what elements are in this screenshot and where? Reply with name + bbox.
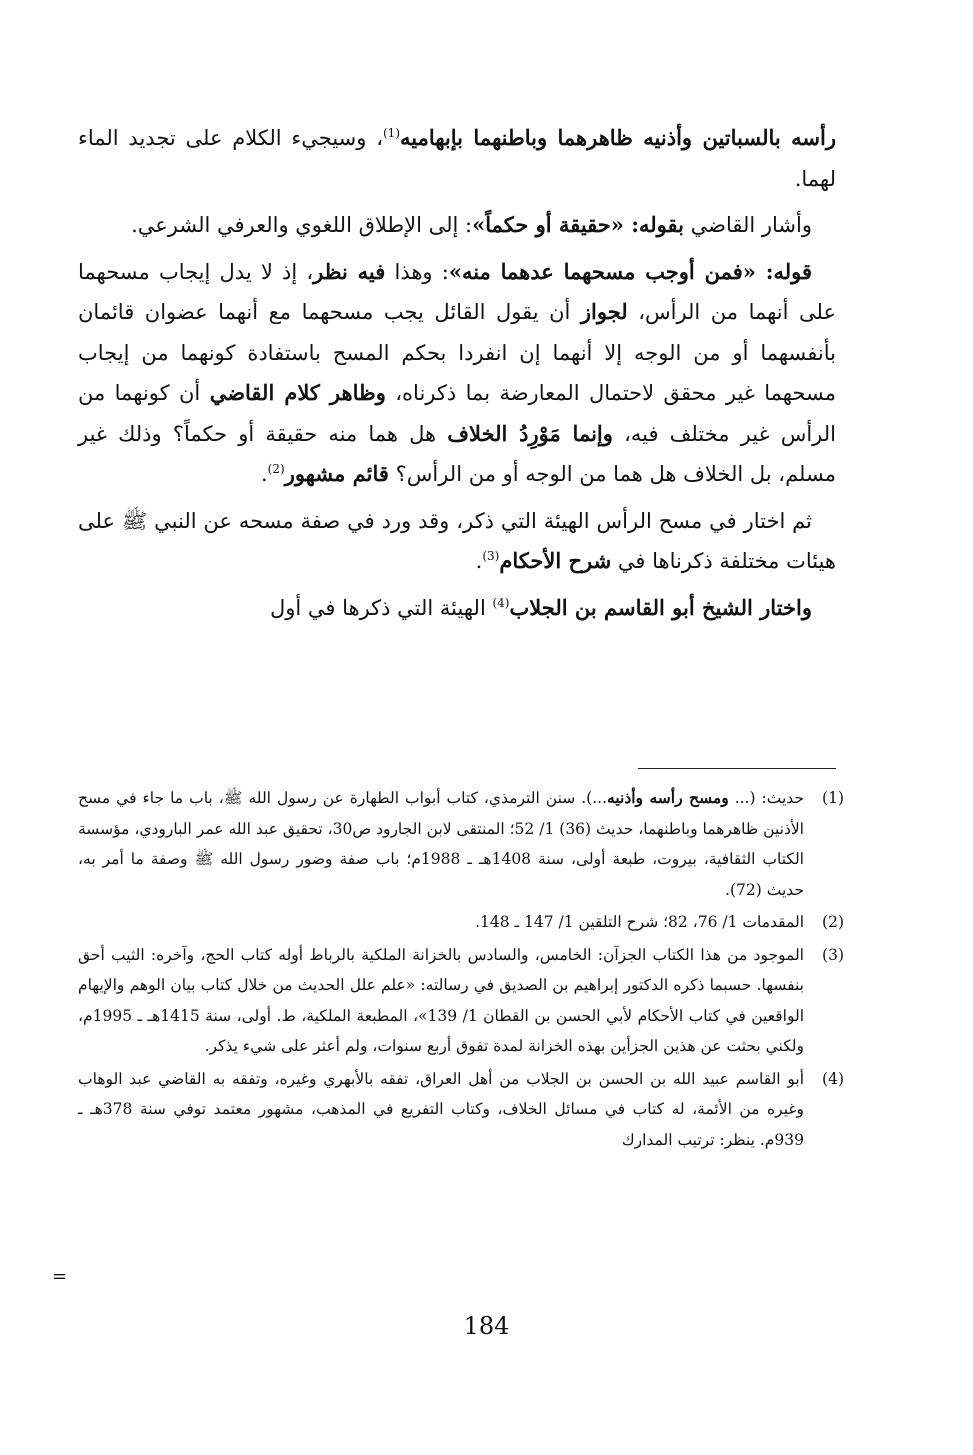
footnote-ref[interactable]: (3) xyxy=(482,549,500,563)
footnotes xyxy=(78,783,844,1157)
continuation-mark: = xyxy=(52,1266,68,1287)
text-run: ، إذ لا يدل إيجاب مسحهما على أنهما من الرأس، xyxy=(78,259,836,324)
footnote-separator xyxy=(638,768,836,769)
bold-phrase: واختار الشيخ أبو القاسم بن الجلاب xyxy=(509,594,812,620)
footnote-ref[interactable]: (1) xyxy=(382,126,400,140)
bold-phrase: شرح الأحكام xyxy=(499,548,612,573)
text-run: : إلى الإطلاق اللغوي والعرفي الشرعي. xyxy=(131,213,473,237)
bold-phrase: فيه نظر xyxy=(313,258,386,284)
text-run: : وهذا xyxy=(385,259,449,284)
text-run: . xyxy=(475,549,483,573)
paragraph-3 xyxy=(78,252,836,495)
bold-phrase: بقوله: «حقيقة أو حكماً» xyxy=(472,212,684,237)
text-run: هل هما منه حقيقة أو حكماً؟ وذلك غير مسلم، بل الخلاف هل هما من الوجه أو من الرأس؟ xyxy=(78,421,836,486)
text-run: أن يقول القائل يجب مسحهما مع أنهما عضوان قائمان بأنفسهما أو من الوجه إلا أنهما إن انفردا بحكم المسح باستفادة كونهما من إيجاب مسحهما غير محقق لاحتمال المعارضة بما ذكرناه، xyxy=(78,300,836,405)
page-number: 184 xyxy=(463,1312,510,1340)
bold-phrase: قوله: «فمن أوجب مسحهما عدهما منه» xyxy=(448,258,812,284)
paragraph-4 xyxy=(78,501,836,582)
main-text xyxy=(78,118,836,634)
footnote-ref[interactable]: (2) xyxy=(267,462,285,476)
text-run: الهيئة التي ذكرها في أول xyxy=(269,595,493,620)
text-run: ، وسيجيء الكلام على تجديد الماء لهما. xyxy=(78,126,836,191)
text-run: . xyxy=(260,462,268,486)
bold-phrase: رأسه بالسباتين وأذنيه ظاهرهما وباطنهما بإبهاميه xyxy=(400,125,837,150)
bold-phrase: وظاهر كلام القاضي xyxy=(209,380,386,405)
bold-phrase: وإنما مَوْرِدُ الخلاف xyxy=(447,420,613,446)
bold-phrase: قائم مشهور xyxy=(284,461,389,486)
footnote-ref[interactable]: (4) xyxy=(492,595,510,610)
footnote-3 xyxy=(78,940,844,1062)
bold-phrase: لجواز xyxy=(580,299,628,324)
footnote-number: (2) xyxy=(822,913,844,931)
footnote-text xyxy=(78,783,804,905)
paragraph-5 xyxy=(78,588,836,629)
text-run: حديث: (... xyxy=(728,789,805,807)
footnote-text: أبو القاسم عبيد الله بن الحسن بن الجلاب من أهل العراق، تفقه بالأبهري وغيره، وتفقه به القاضي عبد الوهاب وغيره من الأئمة، له كتاب في مسائل الخلاف، وكتاب التفريع في المذهب، مشهور معتمد توفي سنة 378هـ ـ 939م. ينظر: ترتيب المدارك xyxy=(78,1069,804,1149)
text-run: ثم اختار في مسح الرأس الهيئة التي ذكر، وقد ورد في صفة مسحه عن النبي ﷺ على هيئات مختلفة ذكرناها في xyxy=(78,508,836,573)
footnote-number: (3) xyxy=(822,945,844,964)
footnote-number: (1) xyxy=(822,789,844,807)
text-run: ...). سنن الترمذي، كتاب أبواب الطهارة عن رسول الله ﷺ، باب ما جاء في مسح الأذنين ظاهرهما وباطنهما، حديث (36) 1/ 52؛ المنتقى لابن الجارود ص30، تحقيق عبد الله عمر البارودي، مؤسسة الكتاب الثقافية، بيروت، طبعة أولى، سنة 1408هـ ـ 1988م؛ باب صفة وضور رسول الله ﷺ وصفة ما أمر به، حديث (72). xyxy=(78,789,804,899)
footnote-text: الموجود من هذا الكتاب الجزآن: الخامس، والسادس بالخزانة الملكية بالرباط أوله كتاب الحج، وآخره: الثيب أحق بنفسها. حسبما ذكره الدكتور إبراهيم بن الصديق في رسالته: «علم علل الحديث من خلال كتاب بيان الوهم والإيهام الواقعين في كتاب الأحكام لأبي الحسن بن القطان 1/ 139»، المطبعة الملكية، ط. أولى، سنة 1415هـ ـ 1995م، ولكني بحثت عن هذين الجزأين بهذه الخزانة لمدة تفوق أربع سنوات، ولم أعثر على شيء يذكر. xyxy=(78,945,804,1055)
text-run: أن كونهما من الرأس غير مختلف فيه، xyxy=(78,381,836,446)
footnote-text: المقدمات 1/ 76، 82؛ شرح التلقين 1/ 147 ـ 148. xyxy=(475,913,804,931)
paragraph-2 xyxy=(78,205,836,246)
footnote-1 xyxy=(78,783,844,905)
text-run: وأشار القاضي xyxy=(683,213,812,237)
footnote-4 xyxy=(78,1064,844,1156)
bold-phrase: ومسح رأسه وأذنيه xyxy=(607,788,729,807)
paragraph-1 xyxy=(78,118,836,199)
footnote-number: (4) xyxy=(822,1069,844,1088)
footnote-2 xyxy=(78,907,844,938)
